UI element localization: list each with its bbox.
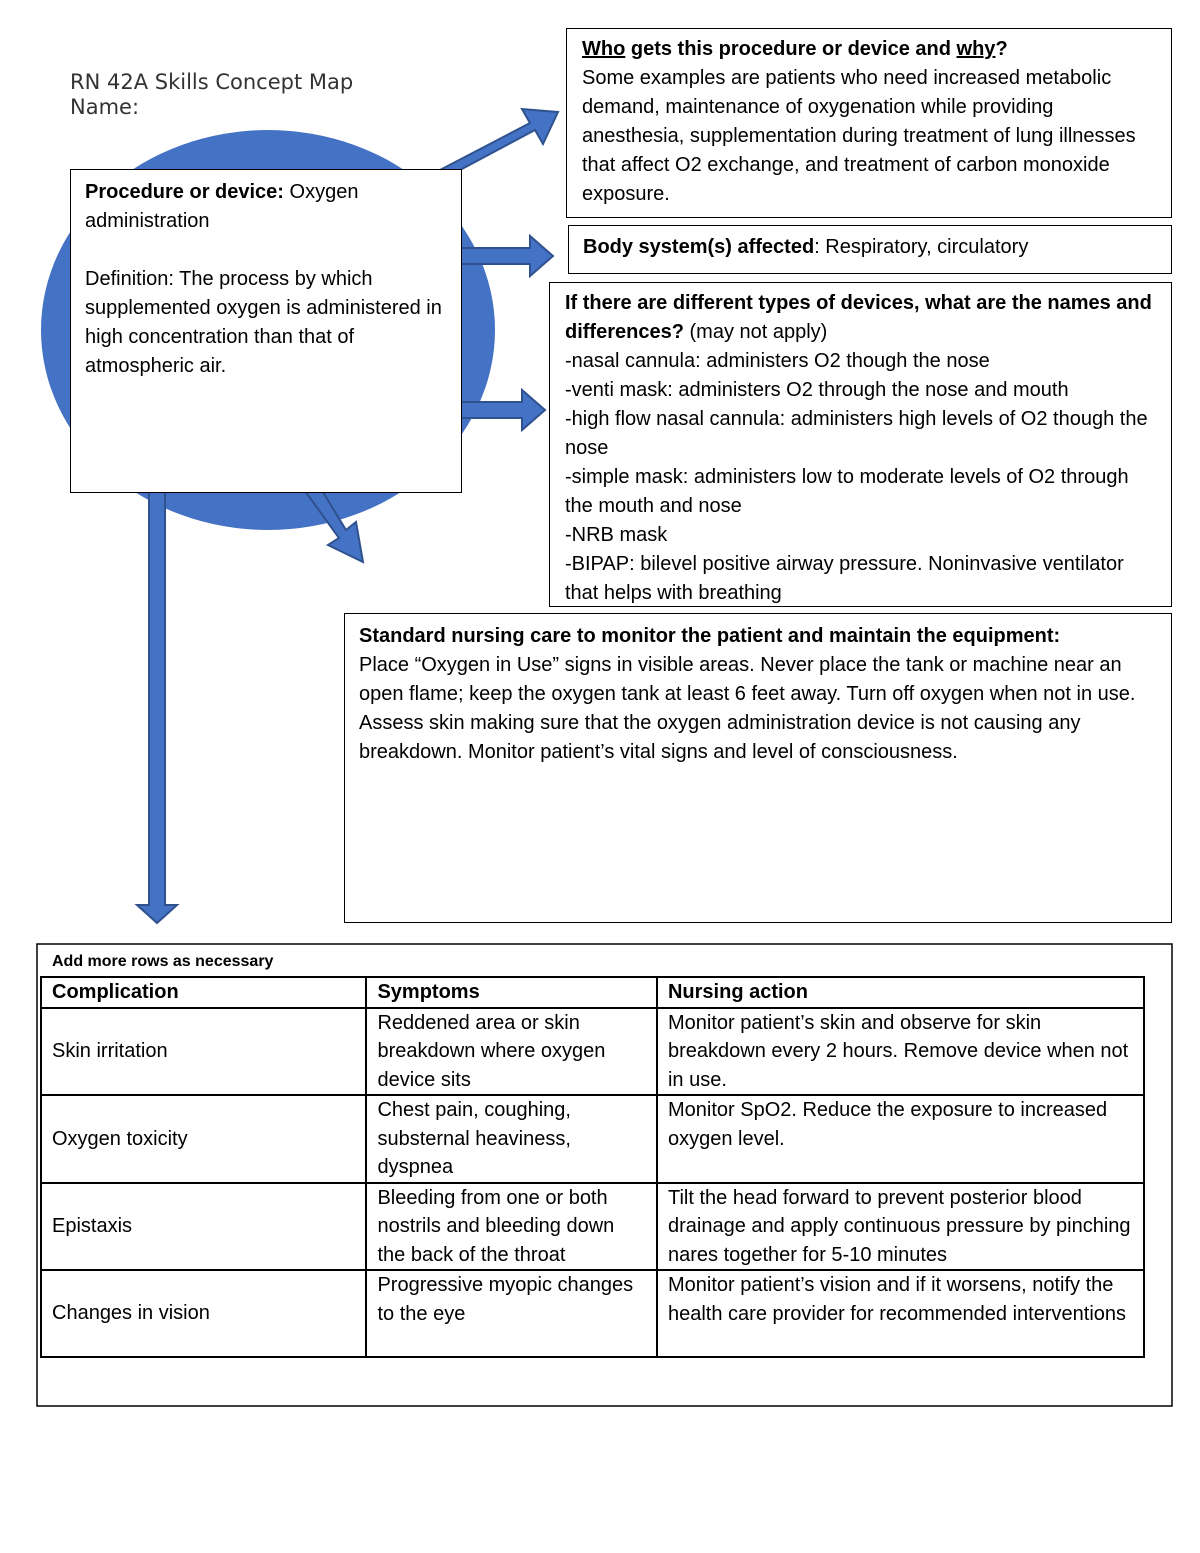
device-types-box	[549, 282, 1172, 607]
complication-cell: Skin irritation	[41, 1008, 366, 1096]
who-word: Who	[582, 38, 626, 60]
action-cell: Monitor SpO2. Reduce the exposure to increased oxygen level.	[657, 1095, 1144, 1183]
who-question	[582, 35, 1157, 64]
document-title: RN 42A Skills Concept Map	[70, 70, 354, 94]
procedure-box	[70, 169, 462, 493]
add-rows-note: Add more rows as necessary	[52, 953, 274, 970]
table-header-row	[41, 977, 1144, 1008]
who-box	[566, 28, 1172, 218]
complications-table	[40, 976, 1145, 1358]
table-row	[41, 1183, 1144, 1271]
device-item: -venti mask: administers O2 through the nose and mouth	[565, 379, 1069, 401]
table-row	[41, 1270, 1144, 1357]
action-cell: Monitor patient’s vision and if it worsens, notify the health care provider for recommended interventions	[657, 1270, 1144, 1357]
nursing-care-label: Standard nursing care to monitor the patient and maintain the equipment:	[359, 625, 1061, 647]
header-symptoms: Symptoms	[366, 977, 657, 1008]
why-word: why	[956, 38, 996, 60]
device-item: -high flow nasal cannula: administers high levels of O2 though the nose	[565, 408, 1148, 459]
document-header	[70, 70, 353, 120]
body-system-label: Body system(s) affected	[583, 236, 815, 258]
symptoms-cell: Progressive myopic changes to the eye	[366, 1270, 657, 1357]
complication-cell: Epistaxis	[41, 1183, 366, 1271]
device-item: -nasal cannula: administers O2 though the nose	[565, 350, 990, 372]
who-qmark: ?	[995, 38, 1008, 60]
symptoms-cell: Reddened area or skin breakdown where oxygen device sits	[366, 1008, 657, 1096]
procedure-value: Oxygen administration	[85, 181, 359, 232]
device-item: -NRB mask	[565, 524, 668, 546]
who-middle: gets this procedure or device and	[630, 38, 951, 60]
device-types-question-line	[565, 289, 1157, 347]
body-system-value: : Respiratory, circulatory	[814, 236, 1029, 258]
name-label: Name:	[70, 95, 140, 119]
device-types-note: (may not apply)	[683, 321, 828, 343]
header-nursing-action: Nursing action	[657, 977, 1144, 1008]
table-row	[41, 1095, 1144, 1183]
symptoms-cell: Bleeding from one or both nostrils and bleeding down the back of the throat	[366, 1183, 657, 1271]
header-complication: Complication	[41, 977, 366, 1008]
body-system-box	[568, 225, 1172, 274]
device-types-question: If there are different types of devices, what are the names and differences?	[565, 292, 1152, 343]
nursing-care-text: Place “Oxygen in Use” signs in visible areas. Never place the tank or machine near an open flame; keep the oxygen tank at least 6 feet away. Turn off oxygen when not in use. Assess skin making sure that the oxygen administration device is not causing any breakdown. Monitor patient’s vital signs and level of consciousness.	[359, 654, 1136, 763]
nursing-care-box	[344, 613, 1172, 923]
procedure-line	[85, 178, 447, 236]
who-answer: Some examples are patients who need increased metabolic demand, maintenance of oxygenation while providing anesthesia, supplementation during treatment of lung illnesses that affect O2 exchange, and treatment of carbon monoxide exposure.	[582, 67, 1136, 205]
action-cell: Tilt the head forward to prevent posterior blood drainage and apply continuous pressure by pinching nares together for 5-10 minutes	[657, 1183, 1144, 1271]
device-item: -BIPAP: bilevel positive airway pressure. Noninvasive ventilator that helps with breathing	[565, 553, 1124, 604]
procedure-definition: Definition: The process by which supplemented oxygen is administered in high concentration than that of atmospheric air.	[85, 268, 442, 377]
complication-cell: Oxygen toxicity	[41, 1095, 366, 1183]
device-item: -simple mask: administers low to moderate levels of O2 through the mouth and nose	[565, 466, 1129, 517]
action-cell: Monitor patient’s skin and observe for skin breakdown every 2 hours. Remove device when not in use.	[657, 1008, 1144, 1096]
procedure-label: Procedure or device:	[85, 181, 284, 203]
arrow-to-complications-table	[137, 477, 177, 923]
symptoms-cell: Chest pain, coughing, substernal heaviness, dyspnea	[366, 1095, 657, 1183]
arrow-to-who-box	[440, 109, 558, 178]
complication-cell: Changes in vision	[41, 1270, 366, 1357]
table-row	[41, 1008, 1144, 1096]
